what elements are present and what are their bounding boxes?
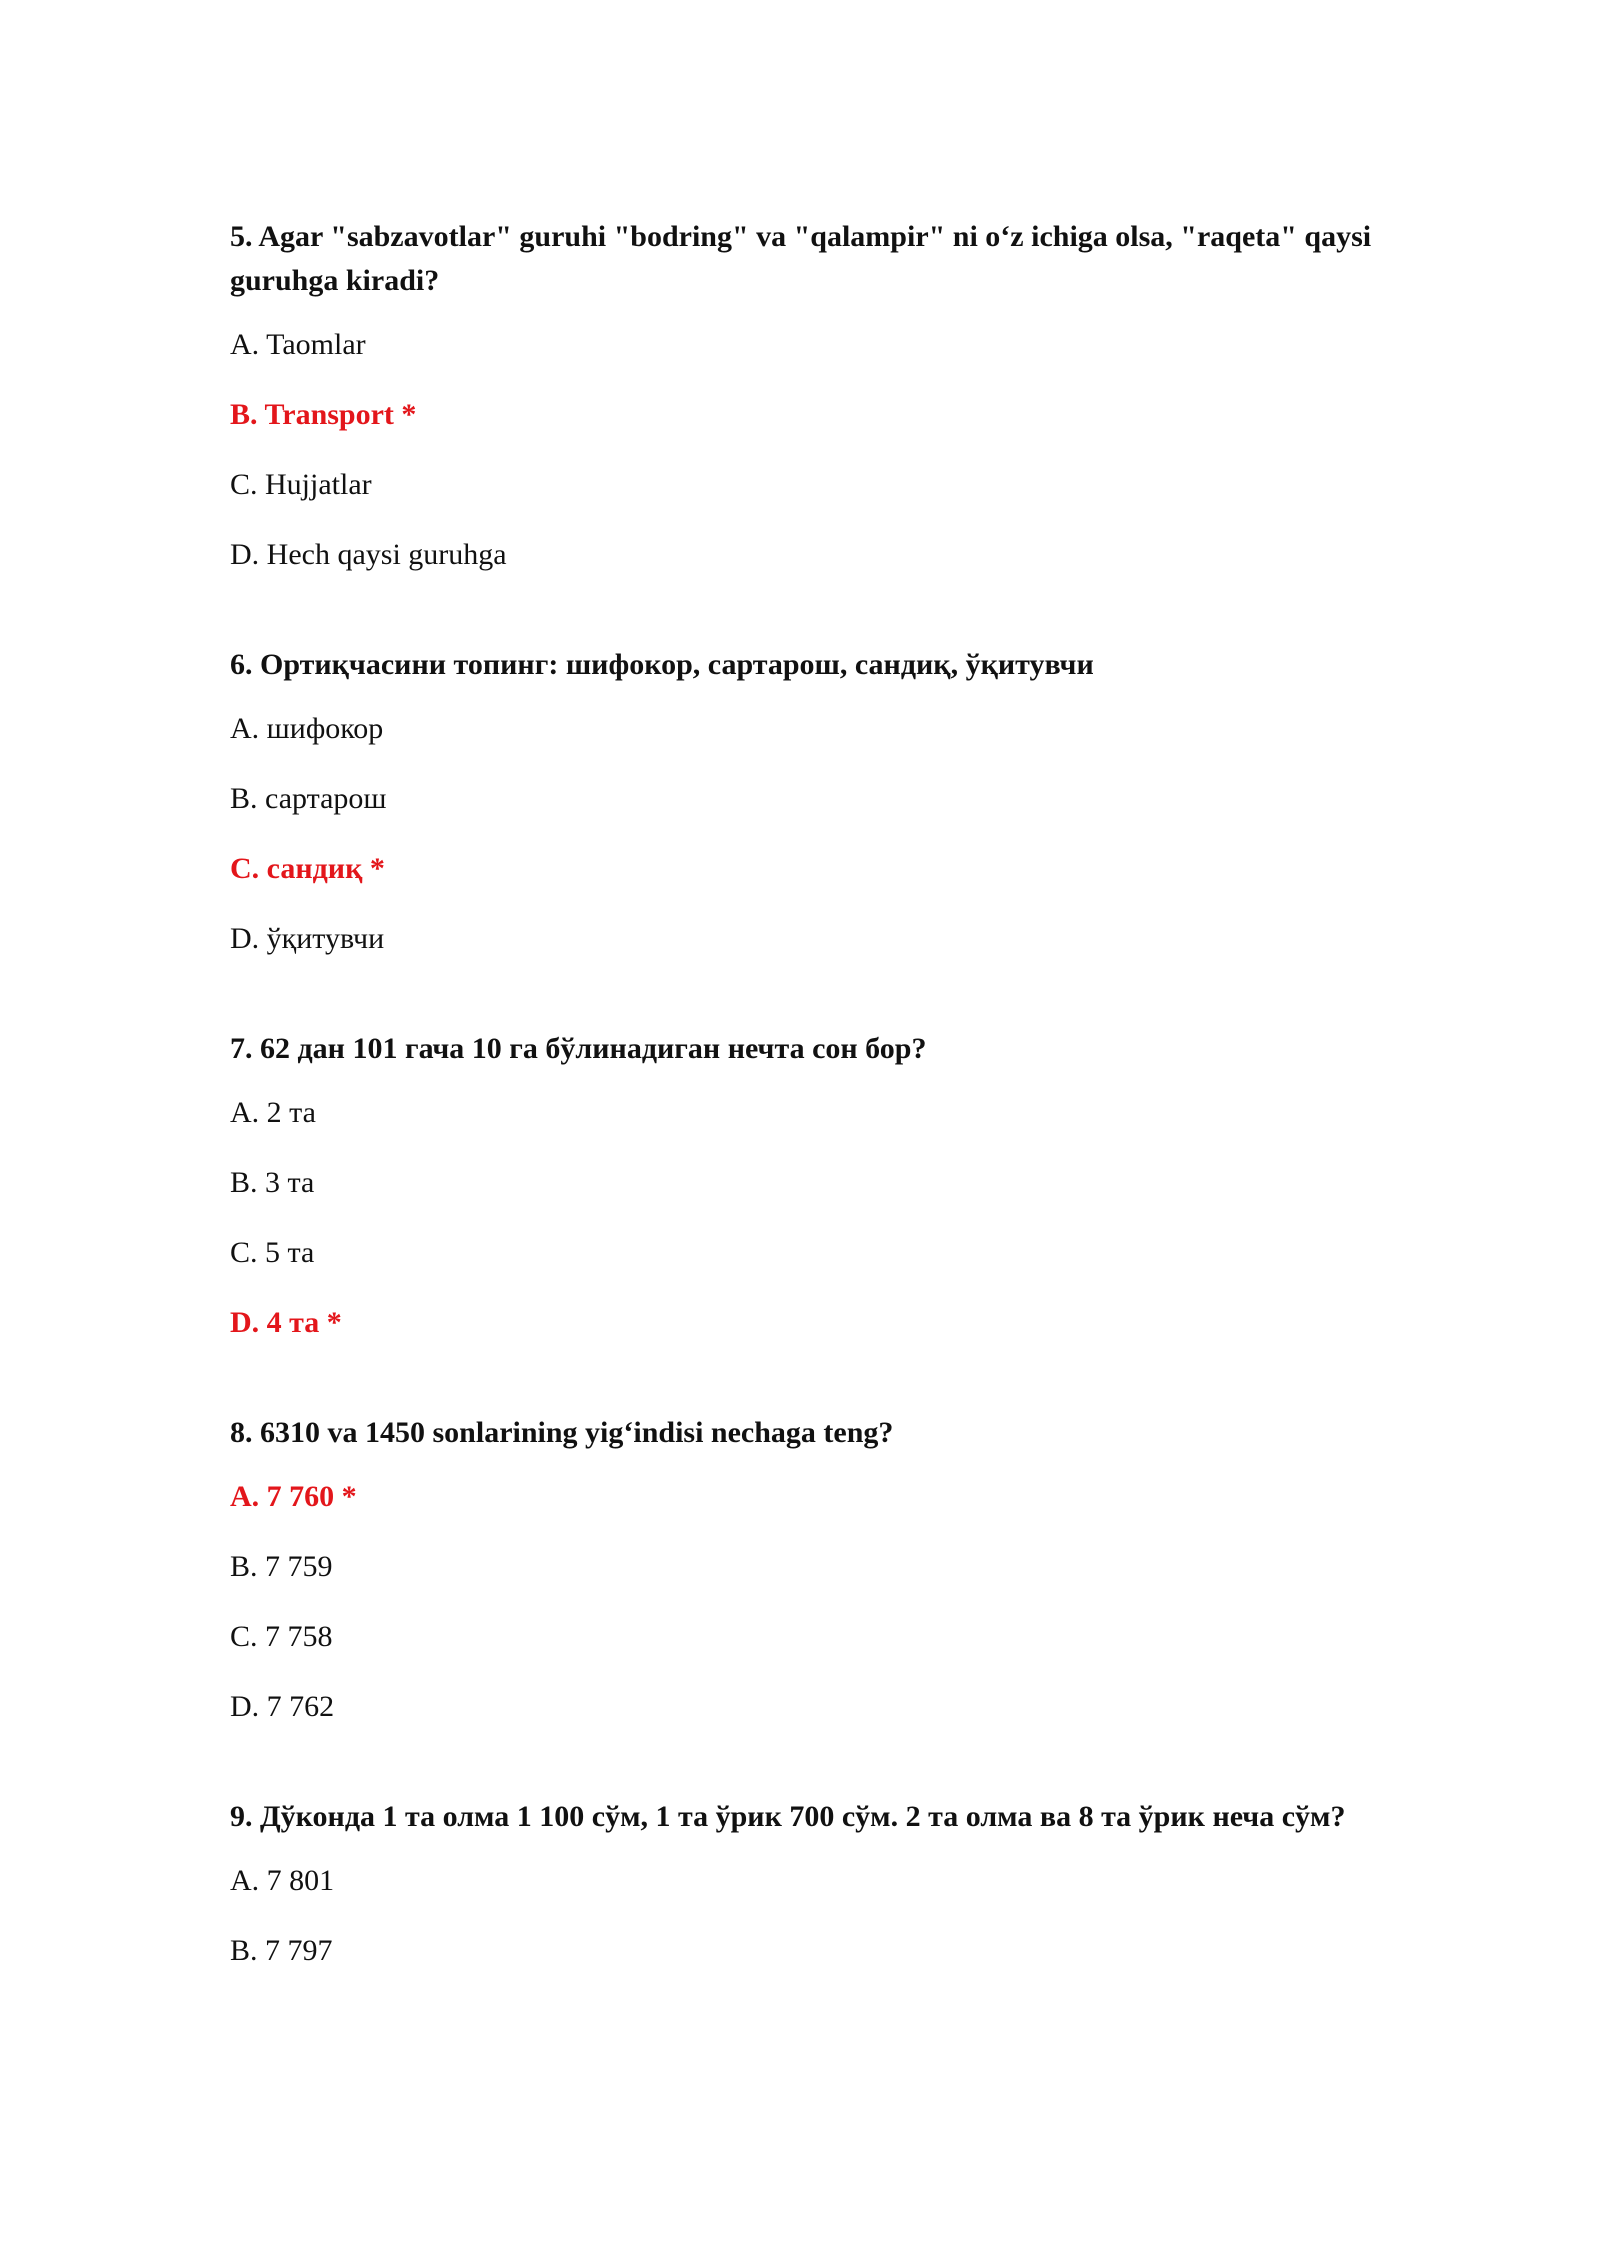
option-b: B. 7 759 <box>230 1550 333 1583</box>
question-8 <box>230 1411 1470 1729</box>
option-b: B. сартарош <box>230 782 387 815</box>
option-c: C. Hujjatlar <box>230 468 372 501</box>
option-a-correct: A. 7 760 * <box>230 1480 357 1513</box>
document-content <box>230 215 1470 2039</box>
question-5 <box>230 215 1470 577</box>
option-d: D. Hech qaysi guruhga <box>230 538 507 571</box>
option-c: C. 5 та <box>230 1236 315 1269</box>
option-b-correct: B. Transport * <box>230 398 417 431</box>
question-9 <box>230 1795 1470 1973</box>
question-text: 6. Ортиқчасини топинг: шифокор, сартарош, сандиқ, ўқитувчи <box>230 648 1094 681</box>
option-b: B. 3 та <box>230 1166 315 1199</box>
question-text: 9. Дўконда 1 та олма 1 100 сўм, 1 та ўрик 700 сўм. 2 та олма ва 8 та ўрик неча сўм? <box>230 1800 1346 1833</box>
option-c-correct: C. сандиқ * <box>230 852 385 885</box>
question-6 <box>230 643 1470 961</box>
question-text: 8. 6310 va 1450 sonlarining yig‘indisi nechaga teng? <box>230 1416 894 1449</box>
option-a: A. 7 801 <box>230 1864 335 1897</box>
option-d: D. ўқитувчи <box>230 922 385 955</box>
option-a: A. 2 та <box>230 1096 316 1129</box>
option-d: D. 7 762 <box>230 1690 335 1723</box>
option-b: B. 7 797 <box>230 1934 333 1967</box>
option-a: A. шифокор <box>230 712 384 745</box>
question-text: 7. 62 дан 101 гача 10 га бўлинадиган нечта сон бор? <box>230 1032 927 1065</box>
question-7 <box>230 1027 1470 1345</box>
question-text: 5. Agar "sabzavotlar" guruhi "bodring" va "qalampir" ni o‘z ichiga olsa, "raqeta" qaysi guruhga kiradi? <box>230 220 1372 297</box>
option-d-correct: D. 4 та * <box>230 1306 342 1339</box>
option-a: A. Taomlar <box>230 328 366 361</box>
option-c: C. 7 758 <box>230 1620 333 1653</box>
